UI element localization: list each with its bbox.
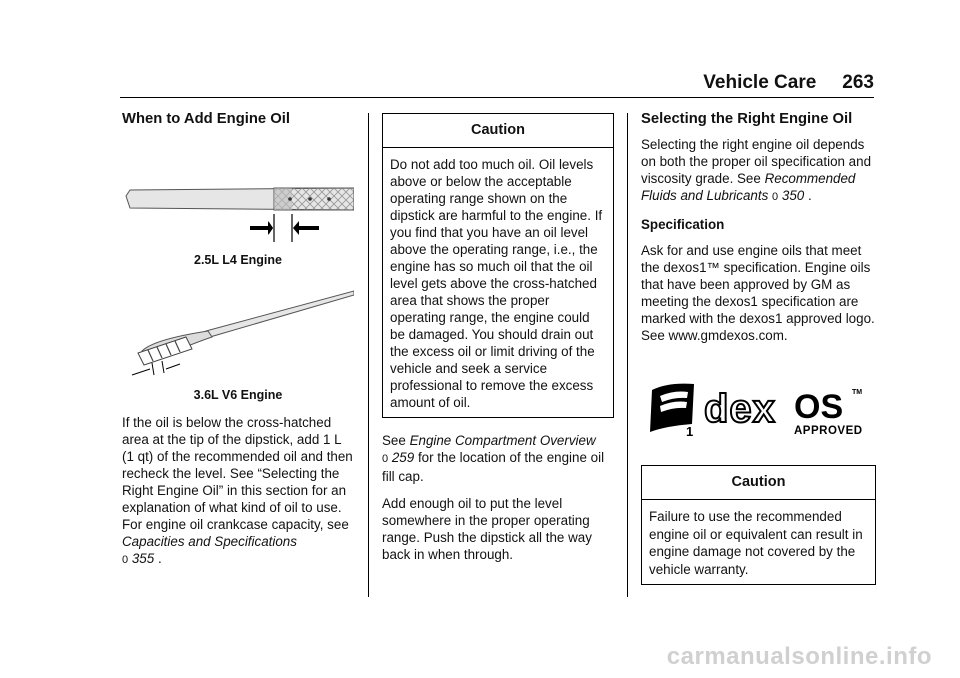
dexos-logo-tm: TM [852,389,863,396]
caption-v6-engine: 3.6L V6 Engine [193,388,283,402]
column-when-to-add [122,110,354,579]
page-ref-arrow: 0 [122,554,129,566]
link-engine-compartment[interactable]: Engine Compartment Overview [409,433,596,448]
page-ref-355[interactable] [122,551,162,566]
page-ref-number: 355 [131,551,155,566]
heading-selecting-oil: Selecting the Right Engine Oil [641,111,853,127]
page-ref-arrow: 0 [382,453,389,465]
page-ref-259[interactable] [382,450,414,465]
see-word: See [382,433,406,448]
page-ref-arrow: 0 [772,191,779,203]
dexos-logo-dex: dex [704,387,776,431]
selecting-text: Selecting the right engine oil depends on both the proper oil specification and viscosity grade. See [641,137,872,186]
caution-box-overfill [382,113,614,418]
see-tail: for the location of the engine oil fill cap. [382,450,605,484]
header-rule [120,97,874,98]
ref-punct: . [807,188,812,203]
caution-title: Caution [642,466,875,500]
dexos-logo-numeral: 1 [686,424,694,439]
caution-text: Failure to use the recommended engine oil or equivalent can result in engine damage not covered by the vehicle warranty. [649,509,863,577]
page-header [703,72,874,94]
watermark: carmanualsonline.info [666,643,932,670]
paragraph-specification: Ask for and use engine oils that meet the dexos1™ specification. Engine oils that have been approved by GM as meeting the dexos1 specification are marked with the dexos1 approved logo. See www.gmdexos.com. [641,243,875,343]
column-divider-1 [368,113,369,597]
dipstick-l4-illustration [122,136,354,246]
dexos-logo-approved: APPROVED [794,425,863,437]
caution-title: Caution [383,114,613,148]
dexos-logo-os: OS [794,388,844,426]
dipstick-v6-illustration [122,279,354,381]
ref-punct: . [157,551,162,566]
paragraph-oil-below [122,414,354,569]
paragraph-selecting [641,136,876,206]
paragraph-add-enough-oil: Add enough oil to put the level somewhere in the proper operating range. Push the dipstick all the way back in when through. [382,496,592,562]
link-capacities[interactable]: Capacities and Specifications [122,534,297,549]
column-caution-overfill [382,110,614,573]
caution-box-warranty [641,465,876,585]
caption-l4-engine: 2.5L L4 Engine [194,253,282,267]
paragraph-see-engine-compartment [382,432,614,485]
link-recommended-fluids[interactable]: Recommended Fluids and Lubricants [641,171,856,203]
heading-when-to-add: When to Add Engine Oil [122,111,290,127]
dexos-approved-logo [646,380,866,440]
column-selecting-oil [641,110,876,585]
subheading-specification: Specification [641,217,725,232]
page-ref-number: 259 [391,450,415,465]
caution-text: Do not add too much oil. Oil levels above or below the acceptable operating range shown on the dipstick are harmful to the engine. If you find that you have an oil level above the operating range, i.e., the engine has so much oil that the oil level gets above the cross-hatched area that shows the proper operating range, the engine could be damaged. You should drain out the excess oil or limit driving of the vehicle and seek a service professional to remove the excess amount of oil. [390,157,603,410]
oil-below-text: If the oil is below the cross-hatched area at the tip of the dipstick, add 1 L (1 qt) of the recommended oil and then recheck the level. See “Selecting the Right Engine Oil” in this section for an explanation of what kind of oil to use. For engine oil crankcase capacity, see [122,415,353,532]
page-number: 263 [842,72,874,93]
page-ref-350[interactable] [772,188,812,203]
column-divider-2 [627,113,628,597]
section-title: Vehicle Care [703,72,817,93]
page-ref-number: 350 [781,188,805,203]
